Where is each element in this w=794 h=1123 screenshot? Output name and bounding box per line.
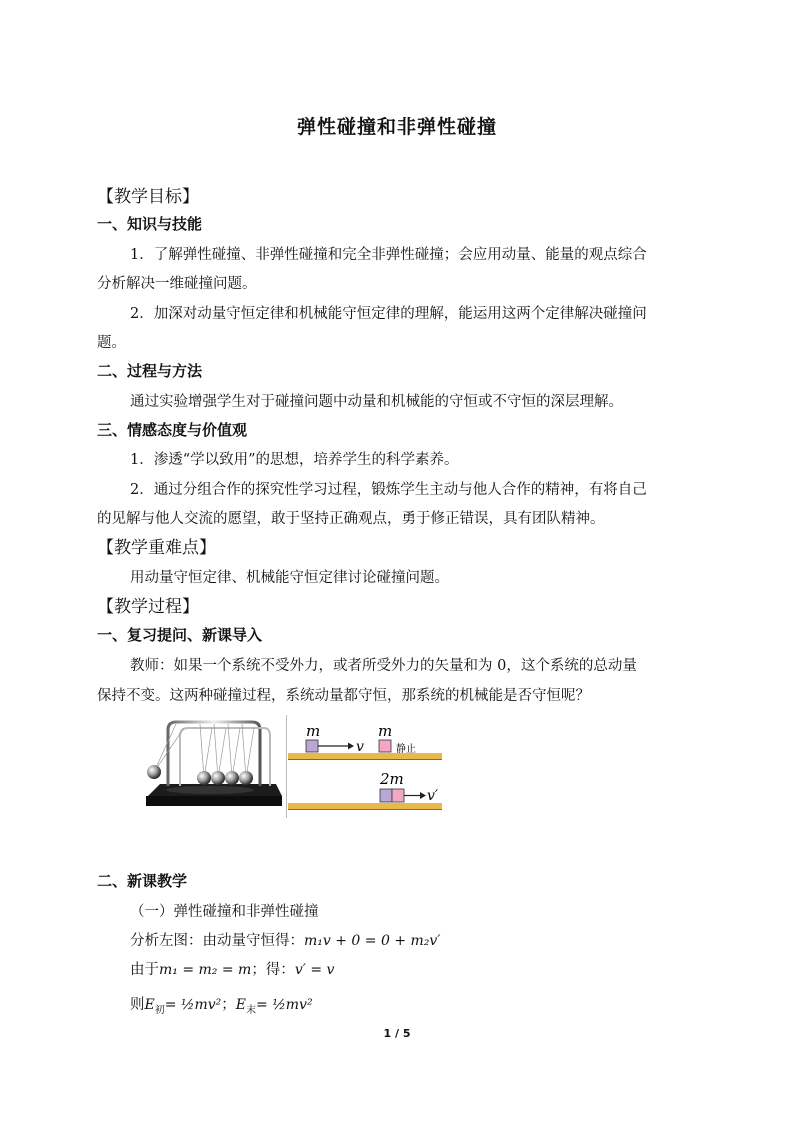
teacher-line-1: 教师：如果一个系统不受外力，或者所受外力的矢量和为 0，这个系统的总动量	[130, 658, 637, 674]
then-prefix: 则	[130, 997, 145, 1013]
energy-final-sub: 末	[246, 1004, 257, 1016]
analysis-prefix: 分析左图：由动量守恒得：	[130, 933, 304, 949]
page-number: 1 / 5	[383, 1027, 411, 1040]
label-m-right: m	[378, 722, 393, 740]
label-v: v	[356, 739, 364, 755]
analysis-line	[130, 929, 440, 950]
label-2m: 2m	[380, 770, 404, 788]
document-title: 弹性碰撞和非弹性碰撞	[296, 116, 497, 138]
process-heading: 二、过程与方法	[97, 362, 203, 380]
mass-equation: m₁ = m₂ = m	[159, 962, 252, 978]
attitude-1: 1．渗透“学以致用”的思想，培养学生的科学素养。	[130, 452, 459, 468]
energy-line	[130, 993, 313, 1016]
combined-block-left	[380, 789, 392, 802]
energy-initial-sub: 初	[154, 1004, 165, 1016]
velocity-result: v′ = v	[294, 962, 335, 978]
ground-bottom	[288, 803, 442, 809]
ground-top	[288, 753, 442, 759]
process-text: 通过实验增强学生对于碰撞问题中动量和机械能的守恒或不守恒的深层理解。	[130, 394, 623, 410]
collision-diagram	[288, 715, 442, 819]
goal-1-line-1: 1．了解弹性碰撞、非弹性碰撞和完全非弹性碰撞；会应用动量、能量的观点综合	[130, 247, 647, 263]
energy-final-value: = ½mv²	[256, 997, 313, 1013]
combined-block-right	[392, 789, 404, 802]
momentum-equation: m₁v + 0 = 0 + m₂v′	[304, 933, 441, 949]
goals-heading: 【教学目标】	[97, 187, 199, 207]
goal-1-line-2: 分析解决一维碰撞问题。	[97, 276, 257, 292]
energy-initial-label: E	[144, 997, 155, 1013]
key-points-heading: 【教学重难点】	[97, 538, 216, 558]
knowledge-heading: 一、知识与技能	[97, 215, 203, 233]
newtons-cradle-figure	[140, 716, 282, 812]
goal-2-line-2: 题。	[97, 335, 126, 351]
since-line	[130, 958, 334, 979]
label-m-left: m	[306, 722, 321, 740]
block-right	[379, 740, 391, 752]
key-points-text: 用动量守恒定律、机械能守恒定律讨论碰撞问题。	[130, 570, 449, 586]
subsection-1-heading: （一）弹性碰撞和非弹性碰撞	[130, 904, 319, 920]
energy-initial-value: = ½mv²	[164, 997, 222, 1013]
since-mid: ；得：	[251, 962, 295, 978]
attitude-2-line-1: 2．通过分组合作的探究性学习过程，锻炼学生主动与他人合作的精神，有将自己	[130, 482, 647, 498]
procedure-heading: 【教学过程】	[97, 597, 199, 617]
label-rest: 静止	[396, 744, 416, 755]
figure-divider	[286, 715, 287, 818]
teacher-line-2: 保持不变。这两种碰撞过程，系统动量都守恒，那系统的机械能是否守恒呢？	[97, 688, 590, 704]
label-v-prime: v′	[427, 788, 439, 804]
arrow-right-icon	[420, 792, 426, 799]
goal-2-line-1: 2．加深对动量守恒定律和机械能守恒定律的理解，能运用这两个定律解决碰撞问	[130, 306, 647, 322]
attitude-heading: 三、情感态度与价值观	[97, 421, 248, 439]
energy-separator: ；	[221, 997, 236, 1013]
attitude-2-line-2: 的见解与他人交流的愿望，敢于坚持正确观点，勇于修正错误，具有团队精神。	[97, 511, 605, 527]
energy-final-label: E	[235, 997, 247, 1013]
since-prefix: 由于	[130, 962, 159, 978]
new-lesson-heading: 二、新课教学	[97, 872, 188, 890]
block-left	[306, 740, 318, 752]
review-heading: 一、复习提问、新课导入	[97, 626, 263, 644]
arrow-right-icon	[348, 743, 354, 750]
